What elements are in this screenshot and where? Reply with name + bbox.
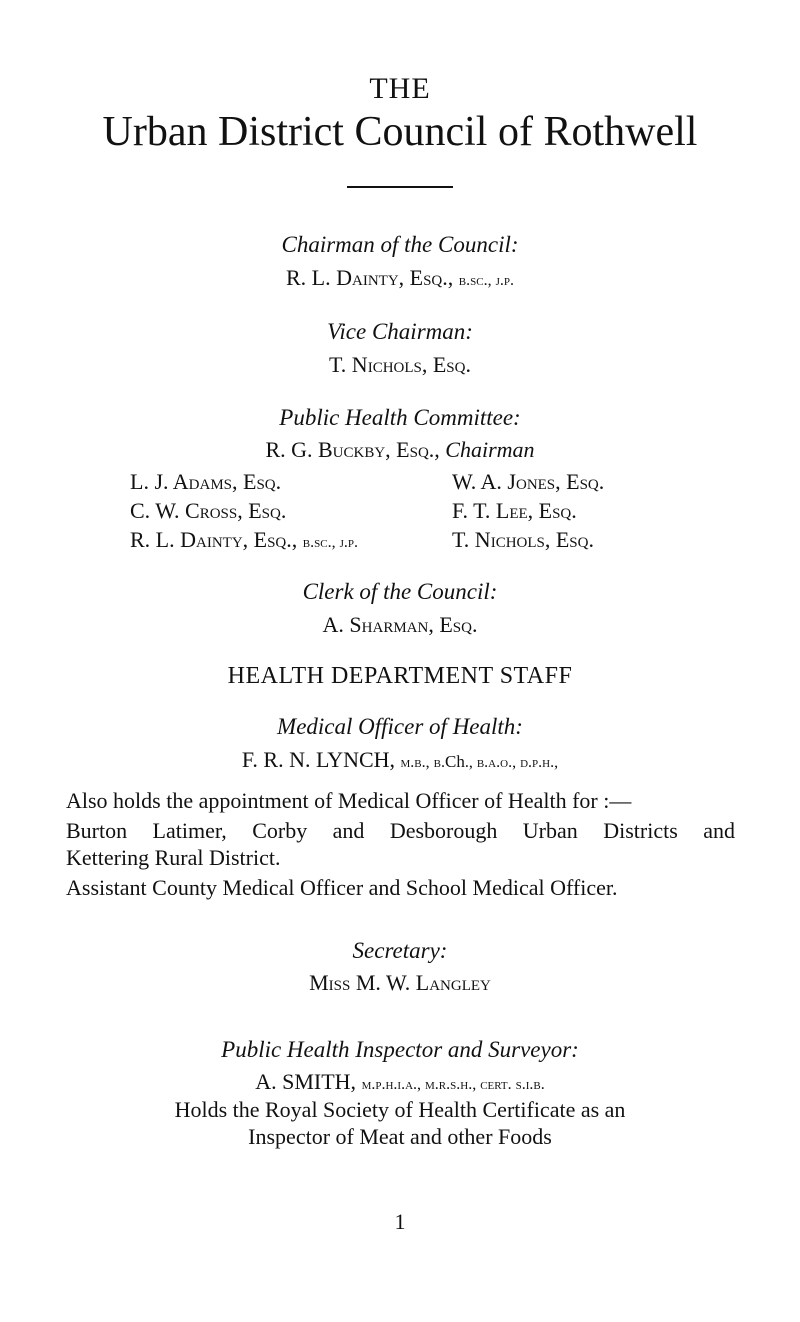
inspector-certificate-line: Holds the Royal Society of Health Certificate as an <box>174 1097 626 1122</box>
vice-chairman-heading: Vice Chairman: <box>327 319 473 344</box>
moh-name-line <box>0 747 800 773</box>
committee-member: F. T. Lee, Esq. <box>452 498 577 523</box>
moh-heading: Medical Officer of Health: <box>277 714 523 739</box>
moh-appointment-line: Also holds the appointment of Medical Officer of Health for :— <box>66 788 632 813</box>
inspector-name-line <box>0 1069 800 1095</box>
inspector-foods-line: Inspector of Meat and other Foods <box>248 1124 552 1149</box>
word: and <box>703 818 735 843</box>
vice-chairman-name: T. Nichols, Esq. <box>329 352 471 377</box>
chairman-heading: Chairman of the Council: <box>281 232 519 257</box>
committee-member: T. Nichols, Esq. <box>452 527 594 552</box>
staff-heading: HEALTH DEPARTMENT STAFF <box>227 663 573 689</box>
committee-member <box>130 527 358 553</box>
committee-member: W. A. Jones, Esq. <box>452 469 605 494</box>
inspector-quals: m.p.h.i.a., m.r.s.h., cert. s.i.b. <box>361 1076 545 1093</box>
word: Corby <box>252 818 308 843</box>
chairman-name: R. L. Dainty, Esq., <box>286 265 454 290</box>
word: Districts <box>603 818 678 843</box>
word: Burton <box>66 818 128 843</box>
committee-chair-line <box>0 437 800 463</box>
committee-heading: Public Health Committee: <box>279 405 521 430</box>
header-the: THE <box>369 72 431 105</box>
committee-member: C. W. Cross, Esq. <box>130 498 287 523</box>
word: Desborough <box>389 818 498 843</box>
title-divider <box>347 186 453 188</box>
chairman-quals: b.sc., j.p. <box>458 272 514 289</box>
moh-districts-line <box>66 817 735 844</box>
clerk-name: A. Sharman, Esq. <box>322 612 478 637</box>
chairman-name-line <box>0 265 800 291</box>
committee-member-quals: b.sc., j.p. <box>302 534 358 551</box>
moh-name: F. R. N. LYNCH, <box>241 747 396 772</box>
word: Urban <box>522 818 578 843</box>
inspector-name: A. SMITH, <box>255 1069 357 1094</box>
moh-quals-2: ., b.a.o., d.p.h., <box>464 754 559 771</box>
word: Latimer, <box>152 818 227 843</box>
committee-chair-name: R. G. Buckby, Esq., <box>265 437 440 462</box>
committee-member-name: R. L. Dainty, Esq., <box>130 527 298 552</box>
inspector-heading: Public Health Inspector and Surveyor: <box>221 1037 579 1062</box>
moh-quals-ch: Ch <box>445 752 465 771</box>
moh-kettering-line: Kettering Rural District. <box>66 845 281 870</box>
moh-assistant-line: Assistant County Medical Officer and School Medical Officer. <box>66 875 618 900</box>
word: and <box>332 818 365 843</box>
document-title: Urban District Council of Rothwell <box>102 109 698 155</box>
clerk-heading: Clerk of the Council: <box>302 579 498 604</box>
committee-chair-role: Chairman <box>445 437 535 462</box>
page-number: 1 <box>394 1209 406 1234</box>
secretary-heading: Secretary: <box>352 938 448 963</box>
committee-member: L. J. Adams, Esq. <box>130 469 282 494</box>
secretary-name: Miss M. W. Langley <box>309 970 491 995</box>
moh-quals-1: m.b., b. <box>400 754 445 771</box>
